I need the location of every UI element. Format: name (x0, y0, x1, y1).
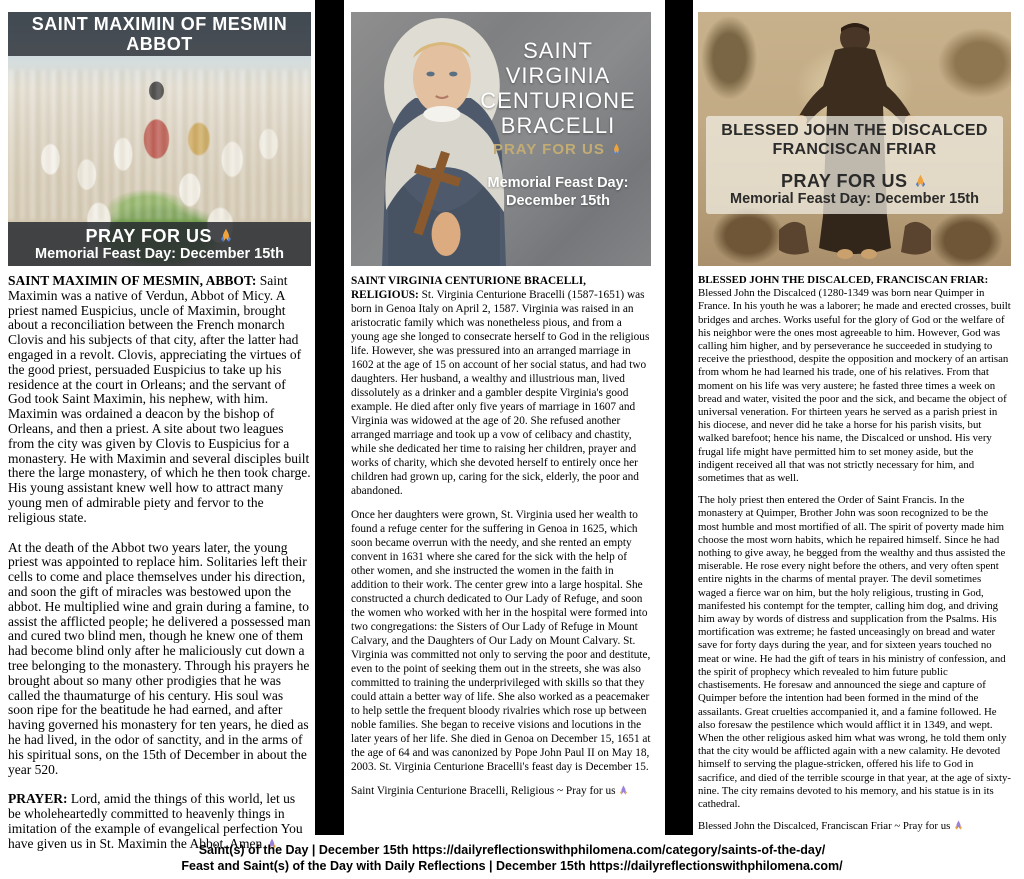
paragraph-text: St. Virginia Centurione Bracelli (1587-1651) was born in Genoa Italy on April 2, 1587. Virginia was raised in an aristocratic family which was nonetheless pious, and from a young age she longed to consecrate herself to God in the religious life. However, she was pressured into an arranged marriage in 1602 at the age of 15 on account of her social status, and had two daughters. Her husband, a wealthy and illustrious man, lived dissolutely as a drinker and a gambler despite Virginia's good example. He died after only five years of marriage in 1607 and Virginia was widowed at the age of 20. She refused another arranged marriage and took up a vow of celibacy and chastity, while she dedicated her time to raising her children, prayer and works of charity, which she devoted herself to entirely once her children had grown up, caring for the sick, elderly, the poor and abandoned. (351, 289, 650, 497)
card-title-line: ABBOT (126, 34, 193, 54)
paragraph-text: The holy priest then entered the Order of Saint Francis. In the monastery at Quimper, Brother John was soon recognized to be the most humble and most mortified of all. The spirit of poverty made him choose the most worn habits, which he repaired himself. Since he had nothing to give away, he begged from the wealthy and thus assisted the miserable. He rose every night before the others, and very often spent entire nights in the charms of mental prayer. The devil sometimes waged a fierce war on him, but the holy religious, trusting in God, manifested his contempt for the tempter, calling him dog, and driving him away by words of distress and supplication from the Psalms. His mortification was extreme; he fasted unceasingly on bread and water save for forty days during the year, and for sixteen years touched no meat or wine. He had the gift of tears in his ministry of confession, and the spirit of prophecy which revealed to him future public chastisements. He foresaw and announced the siege and capture of Quimper before the intention had been formed in the mind of the assailants. Great cruelties accompanied it, and a famine followed. He also foresaw the pestilence which would afflict it in 1349, and wept. When the other religious asked him what was wrong, he told them only that the city would be afflicted again with a new calamity. He devoted himself to serving the plague-stricken, offered his life to God in sacrifice, and died of the terrible scourge in that year, at the age of sixty-nine. The city remains devoted to his memory, and his statue is in its cathedral. (698, 494, 1011, 810)
paragraph-text: Blessed John the Discalced (1280-1349 was born near Quimper in France. In his youth he was a laborer; he made and erected crosses, built bridges and arches. Works useful for the glory of God or the welfare of his neighbor were the ones most agreeable to him. However, God was calling him higher, and by perseverance he succeeded in studying to receive the priesthood, despite the opposition and mockery of an artisan from whom he had learned his trade, one of his relatives. From that moment on his life was very austere; he fasted three times a week on bread and water, visited the poor and the sick, and became the object of universal veneration. For thirteen years he served as a parish priest in his diocese, and never did he take a horse for his parish visits, but walked barefoot; hence his name, the Discalced or unshod. His very frugal life might have permitted him to set money aside, but the indigent received all that was not strictly necessary for him, and sometimes that as well. (698, 287, 1011, 485)
column-saint-virginia (351, 0, 651, 798)
card-title-line: BLESSED JOHN THE DISCALCED (721, 122, 988, 139)
card-title-line: CENTURIONE (480, 88, 636, 113)
saint-virginia-biography (351, 274, 651, 798)
saint-maximin-image-card (8, 12, 311, 266)
card-title-line: SAINT MAXIMIN OF MESMIN (31, 14, 288, 34)
praying-hands-icon (218, 228, 234, 244)
paragraph-text: Saint Maximin was a native of Verdun, Abbot of Micy. A priest named Euspicius, uncle of Maximin, brought about a reconciliation between the French monarch Clovis and his subjects of that city, after the latter had engaged in a revolt. Clovis, appreciating the virtues of the good priest, persuaded Euspicius to take up his residence at the court in Orleans; and the servant of God took Saint Maximin, his nephew, with him. Maximin was ordained a deacon by the bishop of Orleans, and then a priest. A site about two leagues from the city was given by Clovis to Euspicius for a monastery. He with Maximin and several disciples built there the large monastery, of which he then took charge. His young assistant knew well how to attract many young men of admirable piety and fervor to the religious state. (8, 273, 311, 525)
card-title-banner (8, 12, 311, 56)
pray-for-us-line: PRAY FOR US (706, 171, 1003, 191)
paragraph-heading: SAINT MAXIMIN OF MESMIN, ABBOT: (8, 273, 257, 288)
paragraph-text: Lord, amid the things of this world, let us be wholeheartedly committed to heavenly things in imitation of the example of evangelical perfection You have given us in St. Maximin the Abbot. Amen (8, 791, 303, 851)
footer (0, 843, 1024, 874)
saint-virginia-image-card (351, 12, 651, 266)
saint-maximin-biography (8, 274, 311, 851)
signoff-text: Blessed John the Discalced, Franciscan Friar ~ Pray for us (698, 820, 951, 833)
footer-line-daily-reflections: Feast and Saint(s) of the Day with Daily Reflections | December 15th https://dailyreflectionswithphilomena.com/ (181, 858, 843, 873)
praying-hands-icon (610, 143, 623, 156)
card-title-banner (473, 38, 643, 210)
praying-hands-icon (953, 820, 964, 831)
card-feast-block (706, 171, 1003, 208)
biography-paragraph (351, 508, 651, 774)
blessed-john-biography (698, 274, 1011, 833)
memorial-feast-day-line: Memorial Feast Day: December 15th (34, 245, 284, 262)
memorial-feast-day-line: Memorial Feast Day: December 15th (487, 175, 629, 209)
blessed-john-image-card (698, 12, 1011, 266)
pray-for-us-line: PRAY FOR US (8, 226, 311, 246)
signoff-text: Saint Virginia Centurione Bracelli, Religious ~ Pray for us (351, 785, 616, 797)
paragraph-text: At the death of the Abbot two years later, the young priest was appointed to replace him. Solitaries left their cells to come and place themselves under his direction, and soon the gift of miracles was bestowed upon the abbot. He multiplied wine and grain during a famine, to assist the afflicted people; he delivered a possessed man and cured two blind men, though he knew one of them had become blind only after he maliciously cut down a tree belonging to the monastery. Through his prayers he brought about so many other prodigies that he was called the thaumaturge of his century. His soul was soon ripe for the beatitude he had earned, and after having governed his monastery for ten years, he died as he had lived, in the odor of sanctity, and in the arms of his spiritual sons, on the 15th of December in about the year 520. (8, 539, 311, 777)
column-saint-maximin (8, 0, 311, 851)
biography-paragraph (698, 274, 1011, 485)
card-title-line: FRANCISCAN FRIAR (772, 141, 937, 158)
card-title-line: VIRGINIA (505, 63, 611, 88)
biography-paragraph (8, 541, 311, 778)
footer-line-saints-of-the-day: Saint(s) of the Day | December 15th https://dailyreflectionswithphilomena.com/category/saints-of-the-day/ (198, 843, 826, 857)
praying-hands-icon (618, 785, 629, 796)
pray-for-us-line: PRAY FOR US (473, 141, 643, 158)
paragraph-heading: PRAYER: (8, 791, 68, 807)
card-title-line: BRACELLI (500, 113, 616, 138)
biography-paragraph (8, 274, 311, 526)
signoff-line (698, 820, 1011, 833)
paragraph-text: Once her daughters were grown, St. Virginia used her wealth to found a refuge center for the suffering in Genoa in 1625, which soon became overrun with the needy, and she rented an empty convent in 1631 where she cared for the sick with the help of other women, and she instructed the women in the faith in addition to their work. The center grew into a large hospital. She constructed a church dedicated to Our Lady of Refuge, and soon the women who worked with her in the hospital were formed into two congregations: the Sisters of Our Lady of Refuge in Mount Calvary, and the Daughters of Our Lady on Mount Calvary. St. Virginia was committed not only to serving the poor and destitute, even to the point of seeking them out in the streets, she was also committed to training the underprivileged with skills so that they could attain a better way of life. She also worked as a peacemaker to help settle the frequent bloody rivalries which rose up between noble families. She began to receive visions and locutions in the later years of her life. She died in Genoa on December 15, 1651 at the age of 64 and was canonized by Pope John Paul II on May 18, 2003. St. Virginia Centurione Bracelli's feast day is December 15. (351, 509, 651, 773)
biography-paragraph (698, 494, 1011, 811)
column-blessed-john (698, 0, 1011, 833)
memorial-feast-day-line: Memorial Feast Day: December 15th (729, 191, 979, 207)
biography-paragraph (351, 274, 651, 498)
card-feast-banner (8, 222, 311, 266)
column-divider-bar-left (315, 0, 344, 835)
signoff-line (351, 784, 651, 798)
praying-hands-icon (913, 174, 928, 189)
martyrs-crowd-painting (8, 70, 311, 220)
paragraph-heading: SAINT VIRGINIA CENTURIONE BRACELLI, RELIGIOUS: (351, 275, 586, 301)
column-divider-bar-right (665, 0, 693, 835)
card-title-banner (706, 116, 1003, 214)
card-title-block (706, 121, 1003, 159)
paragraph-heading: BLESSED JOHN THE DISCALCED, FRANCISCAN FRIAR: (698, 274, 989, 286)
card-title-line: SAINT (523, 38, 593, 63)
